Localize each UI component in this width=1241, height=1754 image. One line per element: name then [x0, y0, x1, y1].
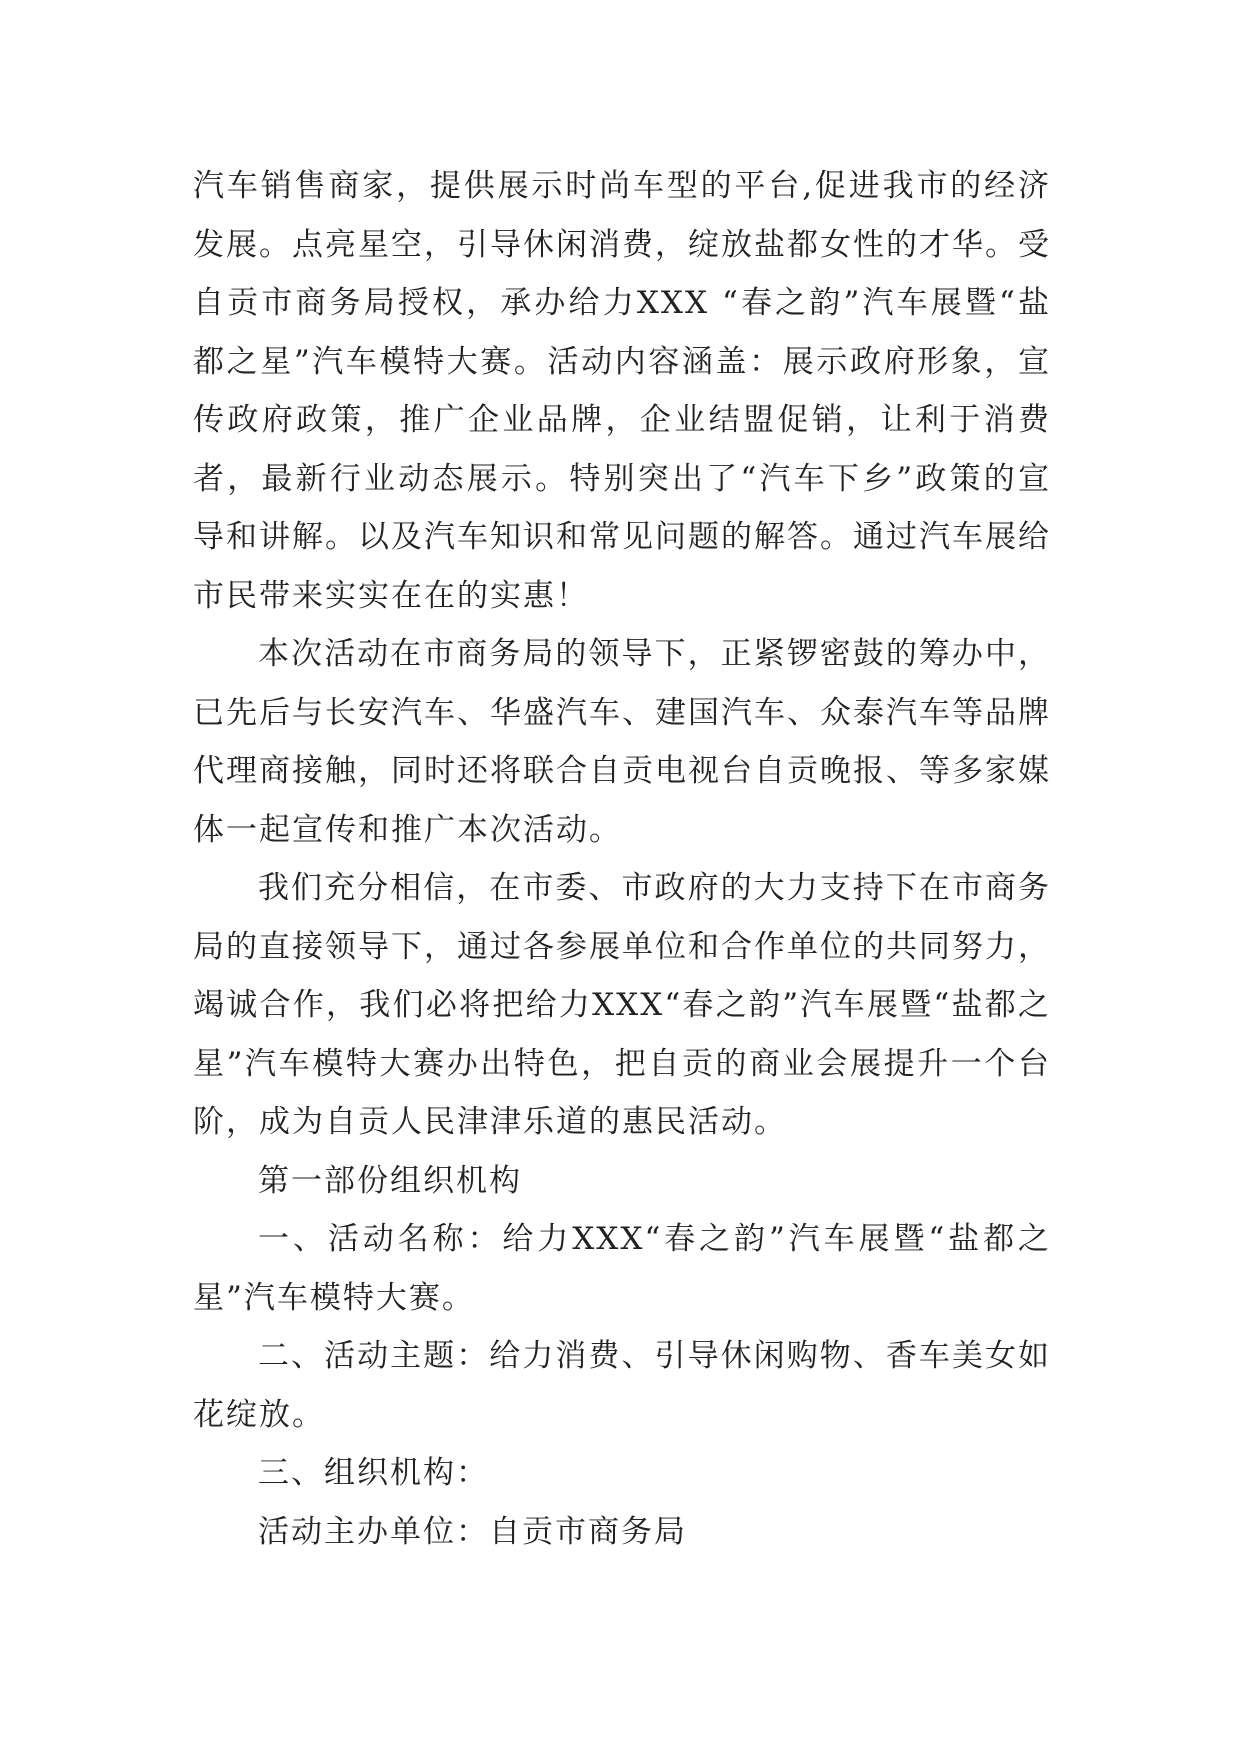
paragraph-preparation: 本次活动在市商务局的领导下，正紧锣密鼓的筹办中，已先后与长安汽车、华盛汽车、建国汽车、众泰汽车等品牌代理商接触，同时还将联合自贡电视台自贡晚报、等多家媒体一起宣传和推广本次活动。	[193, 636, 1051, 848]
item-organization: 三、组织机构：	[258, 1455, 489, 1491]
item-host-unit: 活动主办单位：自贡市商务局	[258, 1513, 687, 1550]
section-heading-organization: 第一部份组织机构	[258, 1162, 522, 1199]
item-activity-theme: 二、活动主题：给力消费、引导休闲购物、香车美女如花绽放。	[193, 1338, 1051, 1433]
item-activity-name: 一、活动名称：给力XXX“春之韵”汽车展暨“盐都之星”汽车模特大赛。	[193, 1221, 1051, 1316]
paragraph-intro: 汽车销售商家，提供展示时尚车型的平台,促进我市的经济发展。点亮星空，引导休闲消费，绽放盐都女性的才华。受自贡市商务局授权，承办给力XXX “春之韵”汽车展暨“盐都之星”汽车模特大赛。活动内容涵盖：展示政府形象，宣传政府政策，推广企业品牌，企业结盟促销，让利于消费者，最新行业动态展示。特别突出了“汽车下乡”政策的宣导和讲解。以及汽车知识和常见问题的解答。通过汽车展给市民带来实实在在的实惠！	[193, 168, 1051, 614]
paragraph-confidence: 我们充分相信，在市委、市政府的大力支持下在市商务局的直接领导下，通过各参展单位和合作单位的共同努力，竭诚合作，我们必将把给力XXX“春之韵”汽车展暨“盐都之星”汽车模特大赛办出特色，把自贡的商业会展提升一个台阶，成为自贡人民津津乐道的惠民活动。	[193, 870, 1051, 1140]
document-body	[193, 157, 1051, 1561]
